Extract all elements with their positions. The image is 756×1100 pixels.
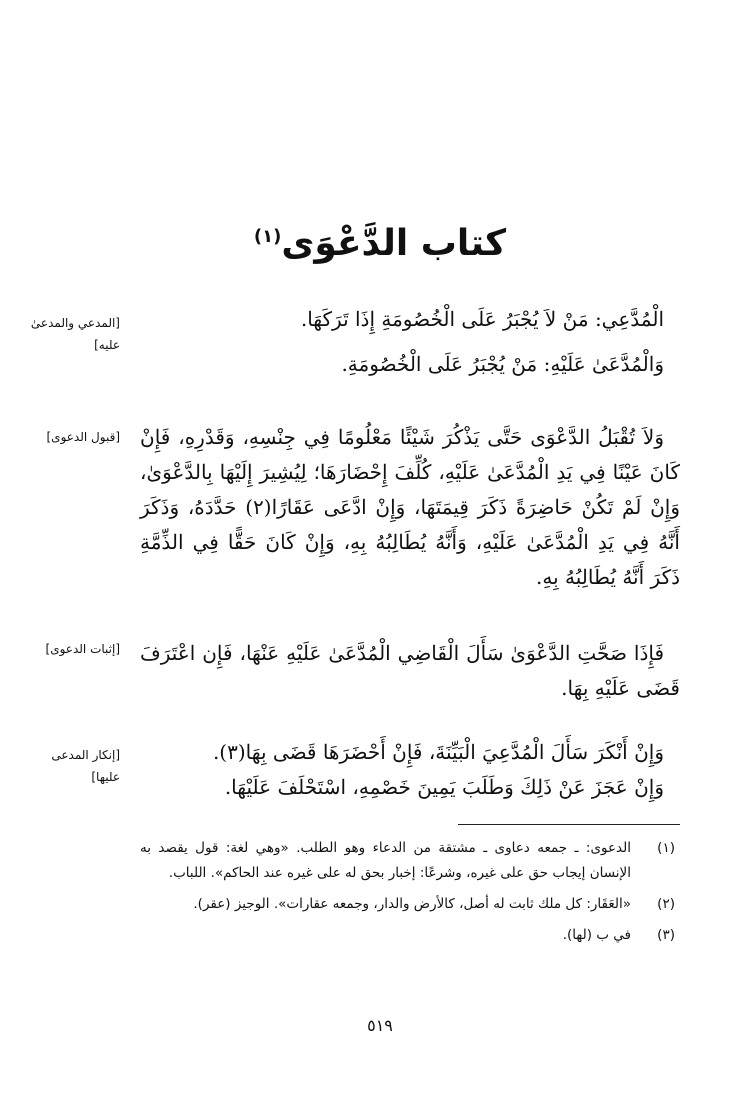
footnote-separator: [458, 824, 680, 825]
paragraph-accepting-claim: وَلاَ تُقْبَلُ الدَّعْوَى حَتَّى يَذْكُرَ شَيْئًا مَعْلُومًا فِي جِنْسِهِ، وَقَدْرِهِ، فَإِنْ كَانَ عَيْنًا فِي يَدِ الْمُدَّعَىٰ عَلَيْهِ، كُلِّفَ إِحْضَارَهَا؛ لِيُشِيرَ إِلَيْهَا بِالدَّعْوَىٰ، وَإِنْ لَمْ تَكُنْ حَاضِرَةً ذَكَرَ قِيمَتَهَا، وَإِنْ ادَّعَى عَقَارًا(٢) حَدَّدَهُ، وَذَكَرَ أَنَّهُ فِي يَدِ الْمُدَّعَىٰ عَلَيْهِ، وَأَنَّهُ يُطَالِبُهُ بِهِ، وَإِنْ كَانَ حَقًّا فِي الذِّمَّةِ ذَكَرَ أَنَّهُ يُطَالِبُهُ بِهِ.: [140, 425, 681, 589]
section-proving-claim: [140, 636, 680, 706]
page-number: ٥١٩: [367, 1016, 393, 1035]
paragraph-plaintiff: الْمُدَّعِي: مَنْ لاَ يُجْبَرُ عَلَى الْخُصُومَةِ إِذَا تَرَكَهَا.: [300, 307, 664, 331]
chapter-title-footnote-marker: (١): [253, 226, 282, 247]
footnote-number: (٣): [657, 927, 675, 943]
paragraph-proving-claim: فَإِذَا صَحَّتِ الدَّعْوَىٰ سَأَلَ الْقَاضِي الْمُدَّعَىٰ عَلَيْهِ عَنْهَا، فَإِن اعْتَرَفَ قَضَى عَلَيْهِ بِهَا.: [140, 641, 680, 700]
chapter-title-text: كتاب الدَّعْوَى: [281, 223, 507, 264]
footnote-text: في ب (لها).: [562, 927, 631, 943]
margin-label-proving-claim: [إثبات الدعوى]: [45, 642, 120, 656]
footnotes: [140, 836, 675, 954]
footnote-number: (١): [657, 840, 675, 856]
paragraph-defendant: وَالْمُدَّعَىٰ عَلَيْهِ: مَنْ يُجْبَرُ عَلَى الْخُصُومَةِ.: [341, 352, 664, 376]
footnote-text: الدعوى: ـ جمعه دعاوى ـ مشتقة من الدعاء وهو الطلب. «وهي لغة: قول يقصد به الإنسان إيجاب حق على غيره، وشرعًا: إخبار بحق له على غيره عند الحاكم». اللباب.: [140, 840, 631, 881]
section-denial: [140, 735, 680, 805]
footnote-item: [140, 836, 675, 886]
footnote-number: (٢): [657, 896, 675, 912]
margin-label-plaintiff: [المدعي والمدعىٰ عليه]: [30, 316, 120, 352]
paragraph-denial-oath: وَإِنْ عَجَزَ عَنْ ذَلِكَ وَطَلَبَ يَمِينَ خَصْمِهِ، اسْتَحْلَفَ عَلَيْهَا.: [224, 775, 664, 799]
margin-label-denial: [إنكار المدعى عليها]: [51, 748, 120, 784]
paragraph-denial-evidence: وَإِنْ أَنْكَرَ سَأَلَ الْمُدَّعِيَ الْبَيِّنَةَ، فَإِنْ أَحْضَرَهَا قَضَى بِهَا(٣).: [212, 740, 664, 764]
footnote-text: «العَقَار: كل ملك ثابت له أصل، كالأرض والدار، وجمعه عقارات». الوجيز (عقر).: [193, 896, 631, 912]
footnote-item: [140, 923, 675, 948]
section-accepting-claim: [140, 420, 680, 595]
section-plaintiff-definition: [140, 302, 680, 382]
footnote-item: [140, 892, 675, 917]
chapter-title: [250, 212, 510, 269]
margin-label-accepting-claim: [قبول الدعوى]: [46, 430, 120, 444]
